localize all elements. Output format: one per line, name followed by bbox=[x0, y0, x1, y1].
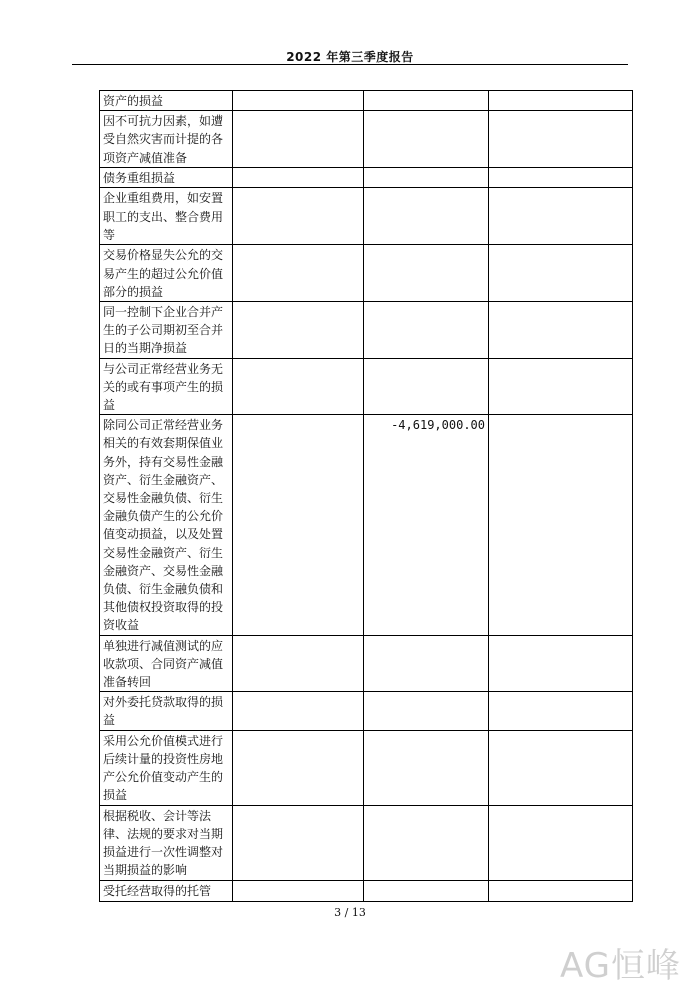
note-cell bbox=[489, 302, 633, 359]
note-cell bbox=[489, 635, 633, 692]
table-row bbox=[100, 188, 633, 245]
amount-cell bbox=[364, 188, 489, 245]
watermark-logo: AG恒峰 bbox=[560, 946, 682, 986]
blank-cell bbox=[233, 730, 364, 805]
note-cell bbox=[489, 91, 633, 111]
item-label: 资产的损益 bbox=[100, 91, 233, 111]
page-number: 3 / 13 bbox=[334, 906, 366, 919]
header-divider bbox=[72, 64, 628, 65]
table-row bbox=[100, 415, 633, 635]
table-row bbox=[100, 880, 633, 901]
note-cell bbox=[489, 358, 633, 415]
table-row bbox=[100, 111, 633, 168]
blank-cell bbox=[233, 91, 364, 111]
report-header-title: 2022 年第三季度报告 bbox=[286, 50, 414, 64]
item-label: 单独进行减值测试的应收款项、合同资产减值准备转回 bbox=[100, 635, 233, 692]
amount-cell bbox=[364, 730, 489, 805]
note-cell bbox=[489, 245, 633, 302]
table-row bbox=[100, 358, 633, 415]
note-cell bbox=[489, 168, 633, 188]
blank-cell bbox=[233, 111, 364, 168]
amount-cell bbox=[364, 302, 489, 359]
item-label: 受托经营取得的托管 bbox=[100, 880, 233, 901]
amount-cell bbox=[364, 111, 489, 168]
note-cell bbox=[489, 805, 633, 880]
blank-cell bbox=[233, 635, 364, 692]
amount-cell bbox=[364, 692, 489, 730]
amount-cell bbox=[364, 805, 489, 880]
note-cell bbox=[489, 415, 633, 635]
table-row bbox=[100, 692, 633, 730]
item-label: 除同公司正常经营业务相关的有效套期保值业务外，持有交易性金融资产、衍生金融资产、交易性金融负债、衍生金融负债产生的公允价值变动损益，以及处置交易性金融资产、衍生金融资产、交易性金融负债、衍生金融负债和其他债权投资取得的投资收益 bbox=[100, 415, 233, 635]
table-row bbox=[100, 805, 633, 880]
item-label: 企业重组费用，如安置职工的支出、整合费用等 bbox=[100, 188, 233, 245]
note-cell bbox=[489, 692, 633, 730]
item-label: 债务重组损益 bbox=[100, 168, 233, 188]
item-label: 因不可抗力因素，如遭受自然灾害而计提的各项资产减值准备 bbox=[100, 111, 233, 168]
amount-cell bbox=[364, 880, 489, 901]
table-row bbox=[100, 302, 633, 359]
amount-cell bbox=[364, 635, 489, 692]
blank-cell bbox=[233, 188, 364, 245]
note-cell bbox=[489, 880, 633, 901]
table-row bbox=[100, 91, 633, 111]
note-cell bbox=[489, 730, 633, 805]
blank-cell bbox=[233, 805, 364, 880]
amount-cell bbox=[364, 358, 489, 415]
table-row bbox=[100, 635, 633, 692]
table-row bbox=[100, 730, 633, 805]
item-label: 采用公允价值模式进行后续计量的投资性房地产公允价值变动产生的损益 bbox=[100, 730, 233, 805]
blank-cell bbox=[233, 168, 364, 188]
amount-cell: -4,619,000.00 bbox=[364, 415, 489, 635]
note-cell bbox=[489, 111, 633, 168]
blank-cell bbox=[233, 358, 364, 415]
item-label: 与公司正常经营业务无关的或有事项产生的损益 bbox=[100, 358, 233, 415]
item-label: 交易价格显失公允的交易产生的超过公允价值部分的损益 bbox=[100, 245, 233, 302]
note-cell bbox=[489, 188, 633, 245]
table-row bbox=[100, 168, 633, 188]
blank-cell bbox=[233, 302, 364, 359]
item-label: 同一控制下企业合并产生的子公司期初至合并日的当期净损益 bbox=[100, 302, 233, 359]
item-label: 根据税收、会计等法律、法规的要求对当期损益进行一次性调整对当期损益的影响 bbox=[100, 805, 233, 880]
blank-cell bbox=[233, 692, 364, 730]
amount-cell bbox=[364, 168, 489, 188]
table-row bbox=[100, 245, 633, 302]
item-label: 对外委托贷款取得的损益 bbox=[100, 692, 233, 730]
amount-cell bbox=[364, 245, 489, 302]
blank-cell bbox=[233, 880, 364, 901]
blank-cell bbox=[233, 415, 364, 635]
amount-cell bbox=[364, 91, 489, 111]
non-recurring-items-table bbox=[99, 90, 633, 902]
blank-cell bbox=[233, 245, 364, 302]
